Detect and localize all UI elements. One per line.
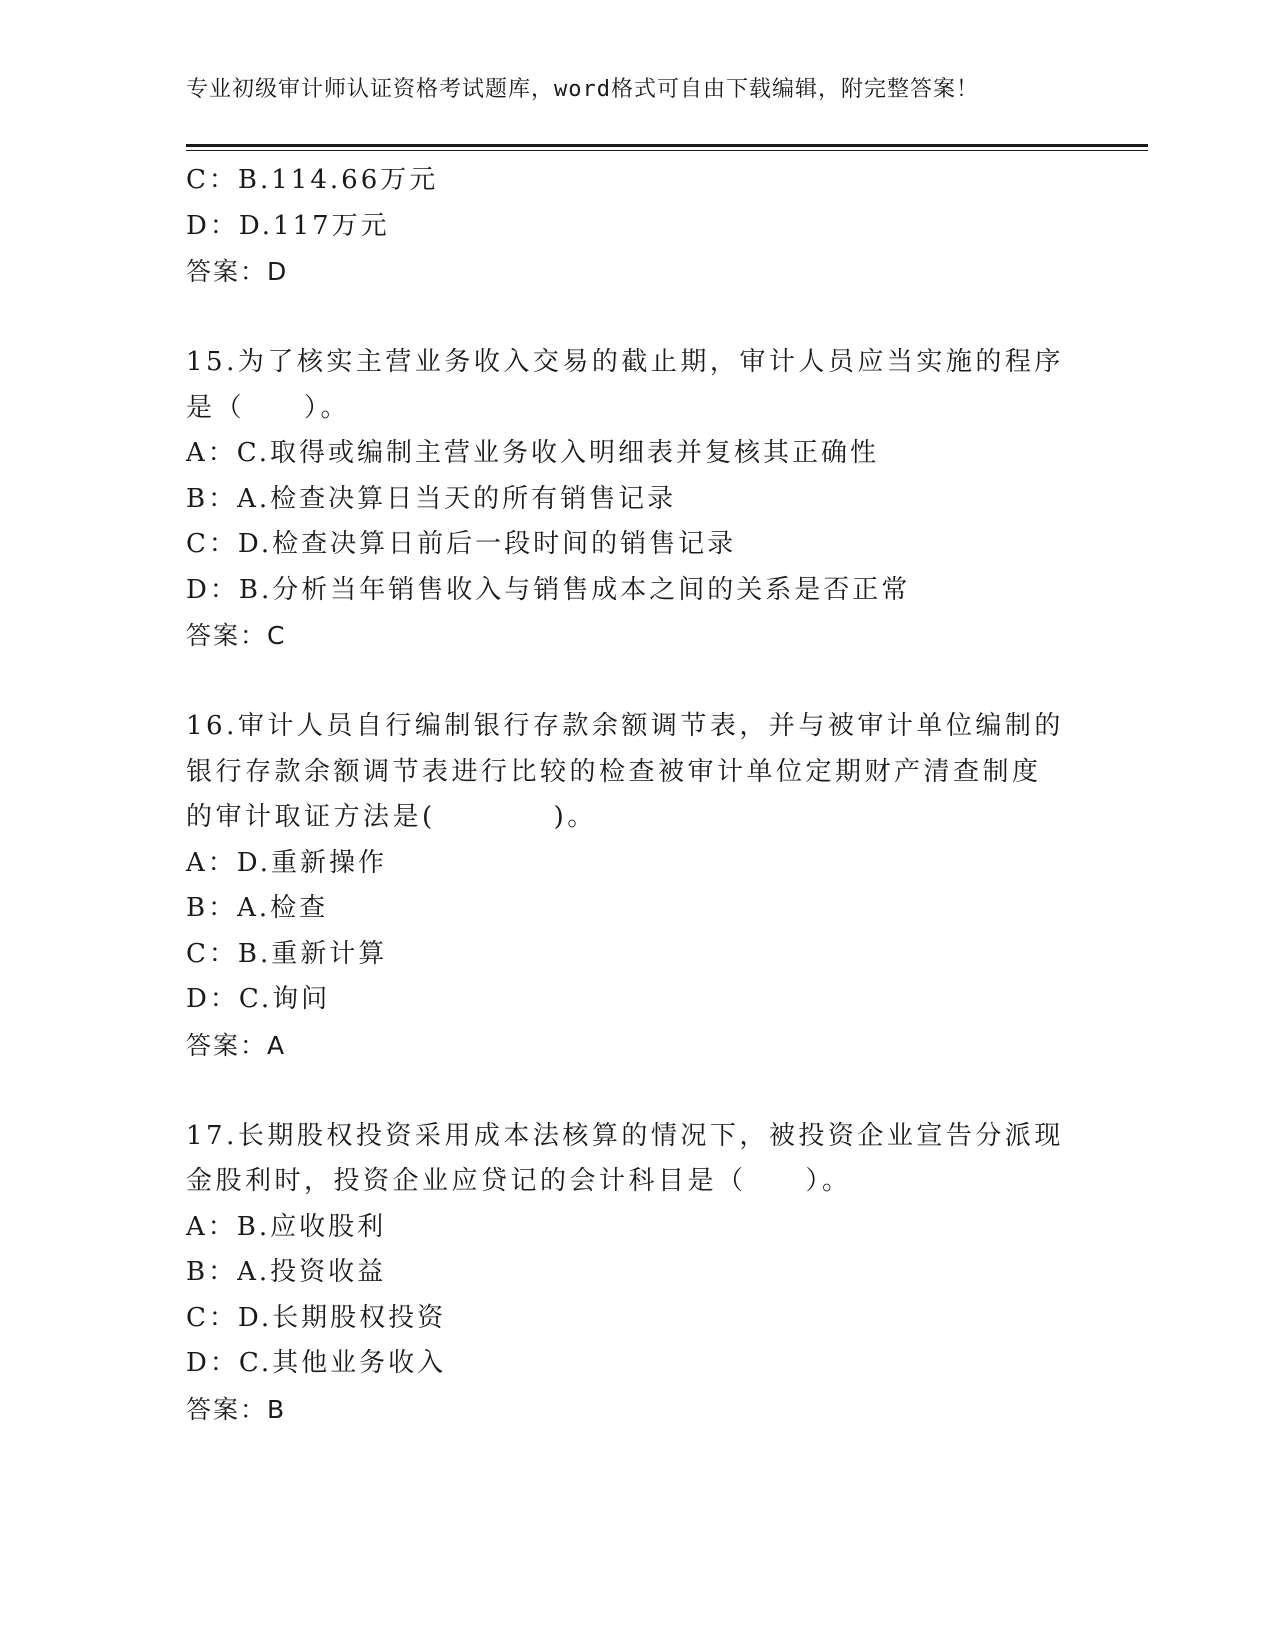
option-d: D：C.询问 — [186, 984, 331, 1014]
option-b: B：A.检查决算日当天的所有销售记录 — [186, 483, 677, 514]
option-c: C：B.重新计算 — [186, 938, 388, 969]
option-c: C：D.检查决算日前后一段时间的销售记录 — [186, 529, 737, 559]
option-d: D：C.其他业务收入 — [186, 1348, 447, 1378]
answer-line: 答案：C — [186, 621, 287, 650]
question-16 — [186, 704, 1086, 1068]
option-a: A：C.取得或编制主营业务收入明细表并复核其正确性 — [186, 438, 880, 468]
option-d: D：B.分析当年销售收入与销售成本之间的关系是否正常 — [186, 574, 911, 605]
spacer — [186, 1068, 1086, 1114]
option-a: A：B.应收股利 — [186, 1211, 387, 1242]
answer-line: 答案：D — [186, 257, 289, 286]
option-d: D：D.117万元 — [186, 210, 390, 241]
option-b: B：A.检查 — [186, 893, 329, 923]
header-rule-thick — [186, 144, 1148, 147]
answer-line: 答案：B — [186, 1394, 287, 1424]
question-17 — [186, 1114, 1086, 1433]
spacer — [186, 659, 1086, 705]
option-c: C：D.长期股权投资 — [186, 1302, 447, 1333]
question-stem: 17.长期股权投资采用成本法核算的情况下，被投资企业宣告分派现金股利时，投资企业应贷记的会计科目是（ ）。 — [186, 1120, 1064, 1196]
question-15 — [186, 340, 1086, 659]
answer-line: 答案：A — [186, 1030, 287, 1060]
option-a: A：D.重新操作 — [186, 847, 387, 878]
spacer — [186, 295, 1086, 341]
option-c: C：B.114.66万元 — [186, 165, 439, 195]
page-header: 专业初级审计师认证资格考试题库，word格式可自由下载编辑，附完整答案！ — [186, 77, 979, 102]
question-stem: 15.为了核实主营业务收入交易的截止期，审计人员应当实施的程序是（ ）。 — [186, 347, 1064, 423]
page-content — [186, 158, 1086, 1432]
previous-question-tail — [186, 158, 1086, 295]
header-rule-thin — [186, 150, 1148, 151]
question-stem: 16.审计人员自行编制银行存款余额调节表，并与被审计单位编制的银行存款余额调节表进行比较的检查被审计单位定期财产清查制度的审计取证方法是( )。 — [186, 711, 1064, 832]
option-b: B：A.投资收益 — [186, 1257, 387, 1287]
